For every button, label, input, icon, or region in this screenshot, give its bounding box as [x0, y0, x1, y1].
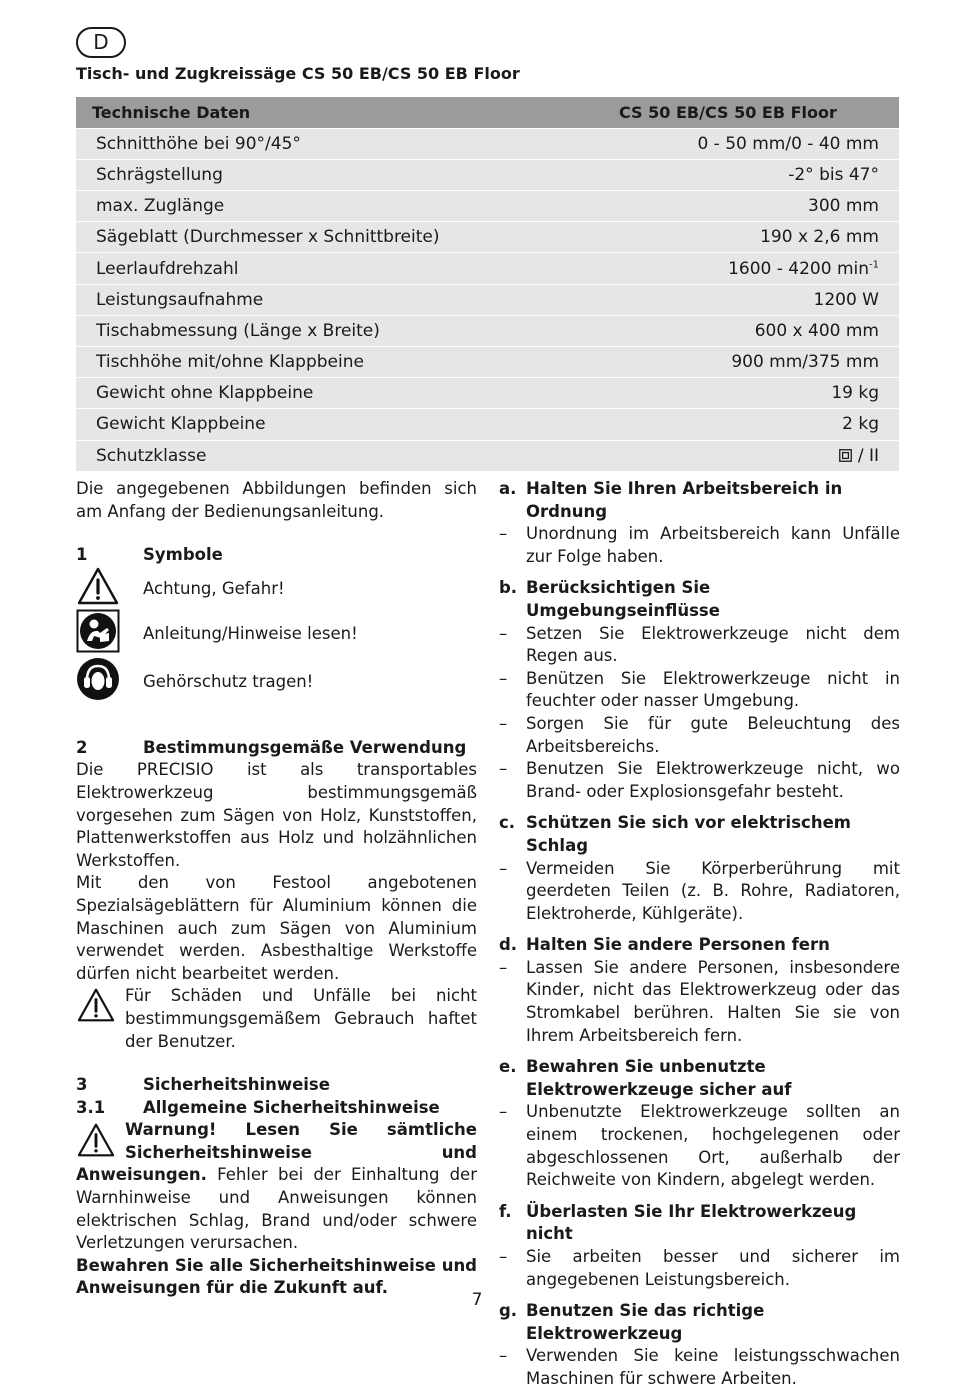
- rule-item-text: Sie arbeiten besser und sicherer im angegebenen Leistungsbereich.: [526, 1247, 900, 1289]
- table-row: [76, 191, 899, 222]
- dash-bullet: –: [499, 1346, 508, 1366]
- symbol-label: Anleitung/Hinweise lesen!: [143, 624, 358, 644]
- symbol-label: Achtung, Gefahr!: [143, 579, 285, 599]
- spec-value: 1200 W: [619, 284, 899, 315]
- table-header-model: CS 50 EB/CS 50 EB Floor: [619, 97, 899, 128]
- spec-label: Leistungsaufnahme: [76, 284, 619, 315]
- table-row: [76, 284, 899, 315]
- aluminium-paragraph: Mit den von Festool angebotenen Spezialsägeblättern für Aluminium können die Maschinen auch zum Sägen von Aluminium verwendet werden. Asbesthaltige Werkstoffe dürfen nicht bearbeitet werden.: [76, 873, 477, 983]
- spec-value: 600 x 400 mm: [619, 315, 899, 346]
- rule-item-text: Sorgen Sie für gute Beleuchtung des Arbeitsbereichs.: [526, 713, 900, 756]
- spec-label: Gewicht ohne Klappbeine: [76, 378, 619, 409]
- section-heading-symbols: [76, 544, 477, 567]
- dash-bullet: –: [499, 858, 508, 878]
- rule-title: Berücksichtigen Sie Umgebungseinflüsse: [526, 578, 720, 620]
- warning-triangle-icon: [76, 985, 125, 1053]
- spec-value: 190 x 2,6 mm: [619, 222, 899, 253]
- liability-text: Für Schäden und Unfälle bei nicht bestimmungsgemäßem Gebrauch haftet der Benutzer.: [125, 986, 477, 1051]
- rule-key: a.: [499, 479, 517, 498]
- table-row: [76, 159, 899, 190]
- symbol-label: Gehörschutz tragen!: [143, 672, 314, 692]
- table-row: [76, 315, 899, 346]
- rule-title: Benutzen Sie das richtige Elektrowerkzeug: [526, 1301, 765, 1343]
- rule-heading: [499, 812, 900, 857]
- table-row: [76, 222, 899, 253]
- protection-class-icon: [839, 449, 852, 462]
- warning-triangle-icon: [76, 566, 143, 613]
- ear-protection-icon: [76, 657, 143, 708]
- rule-key: g.: [499, 1301, 518, 1321]
- rule-item-text: Benützen Sie Elektrowerkzeuge nicht in feuchter oder nasser Umgebung.: [526, 668, 900, 711]
- dash-bullet: –: [499, 524, 508, 544]
- safety-warning-bold: Warnung! Lesen Sie sämtliche Sicherheitshinweise und Anweisungen.: [76, 1120, 477, 1185]
- rule-key: b.: [499, 578, 518, 598]
- rule-item: [499, 957, 900, 1047]
- section-number: 2: [76, 737, 88, 757]
- speed-value: 1600 - 4200 min: [728, 258, 870, 279]
- section-title: Allgemeine Sicherheitshinweise: [143, 1097, 440, 1117]
- dash-bullet: –: [499, 759, 508, 779]
- rule-heading: [499, 1056, 900, 1101]
- table-row: [76, 409, 899, 440]
- rule-item-text: Setzen Sie Elektrowerkzeuge nicht dem Regen aus.: [526, 623, 900, 666]
- spec-label: Schrägstellung: [76, 159, 619, 190]
- section-number: 3: [76, 1075, 88, 1095]
- rule-title: Halten Sie andere Personen fern: [526, 935, 830, 955]
- table-header-row: [76, 97, 899, 128]
- symbol-row: [76, 658, 477, 708]
- section-title: Bestimmungsgemäße Verwendung: [143, 737, 467, 757]
- rule-key: e.: [499, 1057, 517, 1077]
- rule-heading: [499, 478, 900, 523]
- symbol-row: [76, 612, 477, 658]
- table-header-label: Technische Daten: [76, 97, 619, 128]
- spec-value: [619, 253, 899, 284]
- rule-heading: [499, 934, 900, 957]
- spec-value: -2° bis 47°: [619, 159, 899, 190]
- section-title: Symbole: [143, 545, 223, 565]
- rule-title: Bewahren Sie unbenutzte Elektrowerkzeuge sicher auf: [526, 1057, 792, 1099]
- rule-item: [499, 668, 900, 713]
- table-row: [76, 378, 899, 409]
- section-heading-intended-use: [76, 737, 477, 760]
- rule-title: Überlasten Sie Ihr Elektrowerkzeug nicht: [526, 1201, 857, 1244]
- spec-label: Tischhöhe mit/ohne Klappbeine: [76, 347, 619, 378]
- rule-heading: [499, 1201, 900, 1246]
- safety-warning-rest: Fehler bei der Einhaltung der Warnhinweise und Anweisungen können elektrischen Schlag, Brand und/oder schwere Verletzungen verursachen.: [76, 1165, 477, 1253]
- intended-use-paragraph: Die PRECISIO ist als transportables Elektrowerkzeug bestimmungsgemäß vorgesehen zum Sägen von Holz, Kunststoffen, Plattenwerkstoffen aus Holz und holzähnlichen Werkstoffen.: [76, 760, 477, 870]
- rule-item: [499, 858, 900, 926]
- right-column: [499, 478, 900, 1391]
- section-number: 1: [76, 545, 88, 565]
- safety-warning-text: [76, 1119, 477, 1255]
- spec-value: 19 kg: [619, 378, 899, 409]
- spec-value: 900 mm/375 mm: [619, 347, 899, 378]
- spec-label: Leerlaufdrehzahl: [76, 253, 619, 284]
- rule-title: Schützen Sie sich vor elektrischem Schlag: [526, 813, 851, 855]
- symbol-row: [76, 568, 477, 612]
- rule-title: Halten Sie Ihren Arbeitsbereich in Ordnung: [526, 479, 843, 521]
- spec-value: 0 - 50 mm/0 - 40 mm: [619, 128, 899, 159]
- spec-label: Schnitthöhe bei 90°/45°: [76, 128, 619, 159]
- rule-item-text: Benutzen Sie Elektrowerkzeuge nicht, wo Brand- oder Explosionsgefahr besteht.: [526, 759, 900, 801]
- liability-warning: [76, 985, 477, 1053]
- rule-heading: [499, 577, 900, 622]
- rule-key: c.: [499, 813, 516, 833]
- rule-key: f.: [499, 1201, 512, 1221]
- warning-triangle-icon: [76, 1119, 125, 1163]
- rule-item: [499, 1246, 900, 1291]
- rule-item: [499, 1345, 900, 1390]
- spec-label: max. Zuglänge: [76, 191, 619, 222]
- dash-bullet: –: [499, 623, 508, 643]
- rule-item: [499, 713, 900, 758]
- keep-instructions-text: Bewahren Sie alle Sicherheitshinweise und Anweisungen für die Zukunft auf.: [76, 1255, 477, 1298]
- speed-unit-exponent: -1: [869, 258, 879, 270]
- intro-paragraph: Die angegebenen Abbildungen befinden sich am Anfang der Bedienungsanleitung.: [76, 479, 477, 521]
- page-number: 7: [471, 1290, 483, 1310]
- table-row: [76, 253, 899, 284]
- protection-class-value: / II: [852, 445, 879, 466]
- table-row: [76, 347, 899, 378]
- language-badge: D: [76, 27, 126, 58]
- section-number: 3.1: [76, 1097, 106, 1117]
- table-row: [76, 440, 899, 471]
- dash-bullet: –: [499, 1247, 508, 1266]
- rule-key: d.: [499, 935, 518, 955]
- spec-label: Gewicht Klappbeine: [76, 409, 619, 440]
- rule-item-text: Verwenden Sie keine leistungsschwachen Maschinen für schwere Arbeiten.: [526, 1346, 900, 1388]
- read-manual-icon: [76, 609, 143, 660]
- section-heading-safety: [76, 1074, 477, 1097]
- rule-item: [499, 1101, 900, 1191]
- spec-value: [619, 440, 899, 471]
- spec-label: Schutzklasse: [76, 440, 619, 471]
- rule-item: [499, 758, 900, 803]
- safety-warning-block: [76, 1119, 477, 1255]
- rule-item-text: Lassen Sie andere Personen, insbesondere Kinder, nicht das Elektrowerkzeug oder das Stromkabel berühren. Halten Sie sie von Ihrem Arbeitsbereich fern.: [526, 957, 900, 1045]
- rule-item-text: Unordnung im Arbeitsbereich kann Unfälle zur Folge haben.: [526, 524, 900, 566]
- rule-item-text: Vermeiden Sie Körperberührung mit geerdeten Teilen (z. B. Rohre, Radiatoren, Elektroherde, Kühlgeräte).: [526, 858, 900, 923]
- dash-bullet: –: [499, 713, 508, 733]
- technical-data-table: [76, 97, 899, 471]
- rule-item-text: Unbenutzte Elektrowerkzeuge sollten an einem trockenen, hochgelegenen oder abgeschlossenen Ort, außerhalb der Reichweite von Kindern, abgelegt werden.: [526, 1102, 900, 1190]
- document-title: Tisch- und Zugkreissäge CS 50 EB/CS 50 EB Floor: [76, 64, 520, 83]
- section-title: Sicherheitshinweise: [143, 1075, 330, 1095]
- spec-value: 2 kg: [619, 409, 899, 440]
- section-heading-general-safety: [76, 1097, 477, 1120]
- dash-bullet: –: [499, 668, 508, 688]
- dash-bullet: –: [499, 1102, 508, 1122]
- rule-item: [499, 523, 900, 568]
- spec-label: Sägeblatt (Durchmesser x Schnittbreite): [76, 222, 619, 253]
- dash-bullet: –: [499, 957, 508, 977]
- spec-label: Tischabmessung (Länge x Breite): [76, 315, 619, 346]
- left-column: [76, 478, 477, 1300]
- table-row: [76, 128, 899, 159]
- spec-value: 300 mm: [619, 191, 899, 222]
- rule-item: [499, 623, 900, 668]
